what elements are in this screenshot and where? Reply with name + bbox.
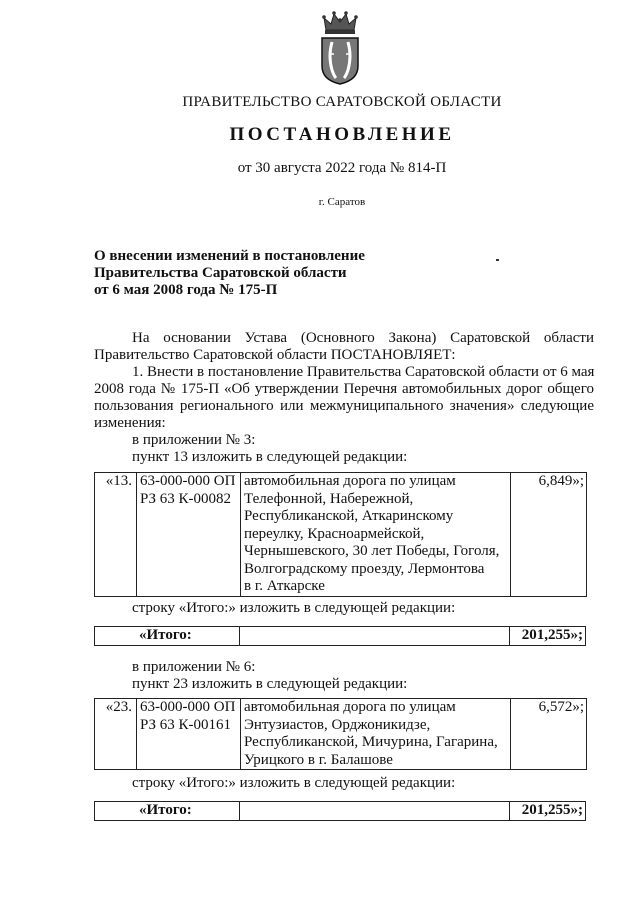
paragraph-2-line-3: пользования регионального или межмуниципального значения» следующие — [94, 398, 594, 414]
road-id-part-2: РЗ 63 К-00161 — [140, 716, 232, 733]
paragraph-1-line-1: На основании Устава (Основного Закона) Саратовской области — [132, 330, 594, 346]
stray-mark — [496, 259, 499, 261]
issue-city: г. Саратов — [318, 196, 366, 208]
description-line: Республиканской, Аткаринскому — [244, 508, 454, 524]
total-spacer — [95, 627, 137, 646]
road-id-cell — [137, 473, 241, 597]
road-length: 6,572»; — [511, 699, 587, 770]
table-row — [95, 627, 586, 646]
item-23-intro: пункт 23 изложить в следующей редакции: — [132, 676, 408, 692]
total-value: 201,255»; — [510, 802, 586, 821]
description-line: в г. Аткарске — [244, 578, 325, 594]
paragraph-1-line-2: Правительство Саратовской области ПОСТАНОВЛЯЕТ: — [94, 347, 456, 363]
description-line: Телефонной, Набережной, — [244, 490, 414, 507]
government-name: ПРАВИТЕЛЬСТВО САРАТОВСКОЙ ОБЛАСТИ — [182, 94, 502, 110]
description-line: Урицкого в г. Балашове — [244, 751, 393, 768]
description-line: Чернышевского, 30 лет Победы, Гоголя, — [244, 543, 500, 559]
subject-line-2: Правительства Саратовской области — [94, 265, 347, 281]
description-line: автомобильная дорога по улицам — [244, 699, 456, 715]
description-line: Республиканской, Мичурина, Гагарина, — [244, 734, 498, 750]
decree-date-number: от 30 августа 2022 года № 814-П — [237, 160, 447, 176]
total-label: «Итого: — [136, 627, 240, 646]
total-intro-2: строку «Итого:» изложить в следующей редакции: — [132, 775, 456, 791]
road-id-part-1: 63-000-000 ОП — [140, 699, 236, 715]
total-row-table-2 — [94, 801, 586, 821]
total-empty-cell — [240, 627, 510, 646]
document-type: ПОСТАНОВЛЕНИЕ — [229, 124, 455, 145]
table-row — [95, 802, 586, 821]
item-13-intro: пункт 13 изложить в следующей редакции: — [132, 449, 408, 465]
total-spacer — [95, 802, 137, 821]
paragraph-2-line-4: изменения: — [94, 415, 166, 431]
subject-line-3: от 6 мая 2008 года № 175-П — [94, 282, 278, 298]
road-id-part-1: 63-000-000 ОП — [140, 473, 236, 489]
road-id-cell — [137, 699, 241, 770]
description-line: автомобильная дорога по улицам — [244, 473, 456, 489]
road-description-cell — [241, 473, 511, 597]
item-number: «13. — [95, 473, 137, 597]
description-line: Волгоградскому проезду, Лермонтова — [244, 560, 485, 577]
total-row-table-1 — [94, 626, 586, 646]
item-number: «23. — [95, 699, 137, 770]
table-row — [95, 699, 587, 770]
road-table-item-13 — [94, 472, 587, 597]
total-value: 201,255»; — [510, 627, 586, 646]
total-empty-cell — [240, 802, 510, 821]
appendix-6-label: в приложении № 6: — [132, 659, 256, 675]
coat-of-arms-emblem — [318, 10, 362, 86]
description-line: Энтузиастов, Орджоникидзе, — [244, 716, 431, 733]
road-id-part-2: РЗ 63 К-00082 — [140, 490, 232, 507]
table-row — [95, 473, 587, 597]
appendix-3-label: в приложении № 3: — [132, 432, 256, 448]
subject-line-1: О внесении изменений в постановление — [94, 248, 365, 264]
road-description-cell — [241, 699, 511, 770]
road-table-item-23 — [94, 698, 587, 770]
paragraph-2-line-2: 2008 года № 175-П «Об утверждении Перечня автомобильных дорог общего — [94, 381, 594, 397]
total-intro-1: строку «Итого:» изложить в следующей редакции: — [132, 600, 456, 616]
road-length: 6,849»; — [511, 473, 587, 597]
paragraph-2-line-1: 1. Внести в постановление Правительства Саратовской области от 6 мая — [132, 364, 595, 380]
description-line: переулку, Красноармейской, — [244, 525, 425, 542]
total-label: «Итого: — [136, 802, 240, 821]
